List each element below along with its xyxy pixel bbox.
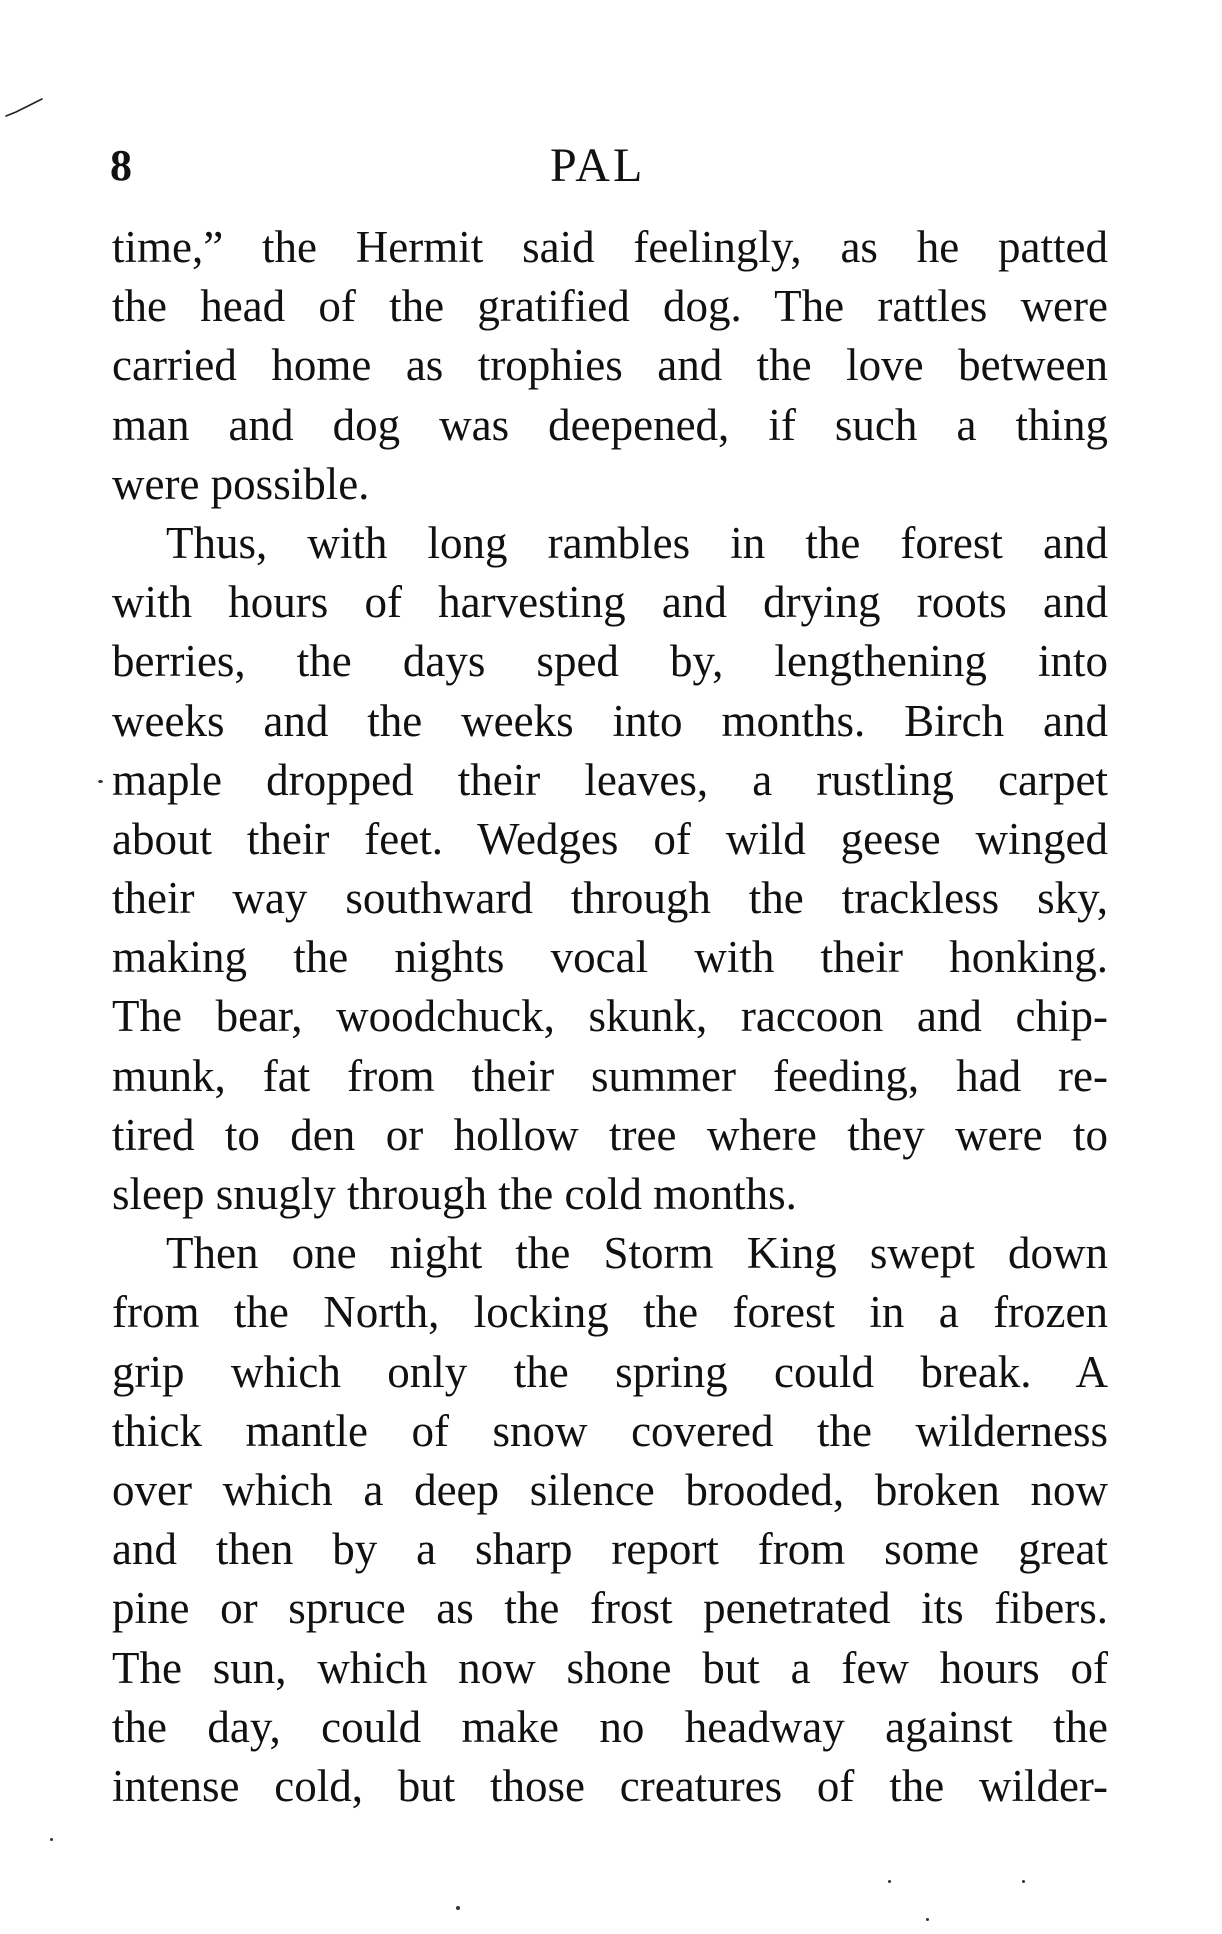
text-line: from the North, locking the forest in a frozen (112, 1287, 1108, 1338)
text-line: tired to den or hollow tree where they were to (112, 1109, 1108, 1160)
text-line: time,” the Hermit said feelingly, as he patted (112, 222, 1108, 272)
paper-speck (888, 1880, 891, 1883)
text-line: man and dog was deepened, if such a thing (112, 399, 1108, 450)
page-number: 8 (110, 141, 132, 190)
text-line: their way southward through the trackless sky, (112, 873, 1108, 924)
paper-speck (98, 780, 103, 783)
paragraph-2 (112, 514, 1108, 1224)
paragraph-1 (112, 218, 1108, 514)
text-line: Thus, with long rambles in the forest and (166, 517, 1108, 568)
text-line: and then by a sharp report from some great (112, 1524, 1108, 1575)
text-line: grip which only the spring could break. A (112, 1346, 1108, 1397)
text-line: carried home as trophies and the love between (112, 340, 1108, 391)
text-line: The sun, which now shone but a few hours of (112, 1642, 1108, 1693)
text-line: thick mantle of snow covered the wilderness (112, 1405, 1108, 1456)
text-line: the day, could make no headway against the (112, 1701, 1108, 1752)
text-line: maple dropped their leaves, a rustling carpet (112, 754, 1108, 805)
text-line: Then one night the Storm King swept down (166, 1228, 1108, 1279)
text-line: with hours of harvesting and drying roots and (112, 577, 1108, 628)
paper-speck (456, 1906, 460, 1910)
text-line: about their feet. Wedges of wild geese winged (112, 813, 1108, 864)
text-line: over which a deep silence brooded, broken now (112, 1464, 1108, 1515)
text-line: pine or spruce as the frost penetrated its fibers. (112, 1583, 1108, 1634)
paper-speck (1022, 1880, 1025, 1883)
text-line: intense cold, but those creatures of the wilder- (112, 1760, 1108, 1811)
text-line: munk, fat from their summer feeding, had re- (112, 1050, 1108, 1101)
pencil-stroke-mark (4, 96, 46, 120)
paragraph-3 (112, 1224, 1108, 1816)
paper-speck (50, 1838, 53, 1841)
text-line: the head of the gratified dog. The rattles were (112, 281, 1108, 332)
text-line: The bear, woodchuck, skunk, raccoon and chip- (112, 991, 1108, 1042)
text-line: making the nights vocal with their honking. (112, 932, 1108, 983)
text-line: weeks and the weeks into months. Birch and (112, 695, 1108, 746)
running-title: PAL (550, 139, 646, 192)
text-line: sleep snugly through the cold months. (112, 1169, 797, 1219)
text-line: were possible. (112, 458, 370, 509)
paper-speck (926, 1918, 929, 1921)
body-text (112, 218, 1108, 1816)
text-line: berries, the days sped by, lengthening into (112, 636, 1108, 687)
running-head (110, 136, 1110, 196)
